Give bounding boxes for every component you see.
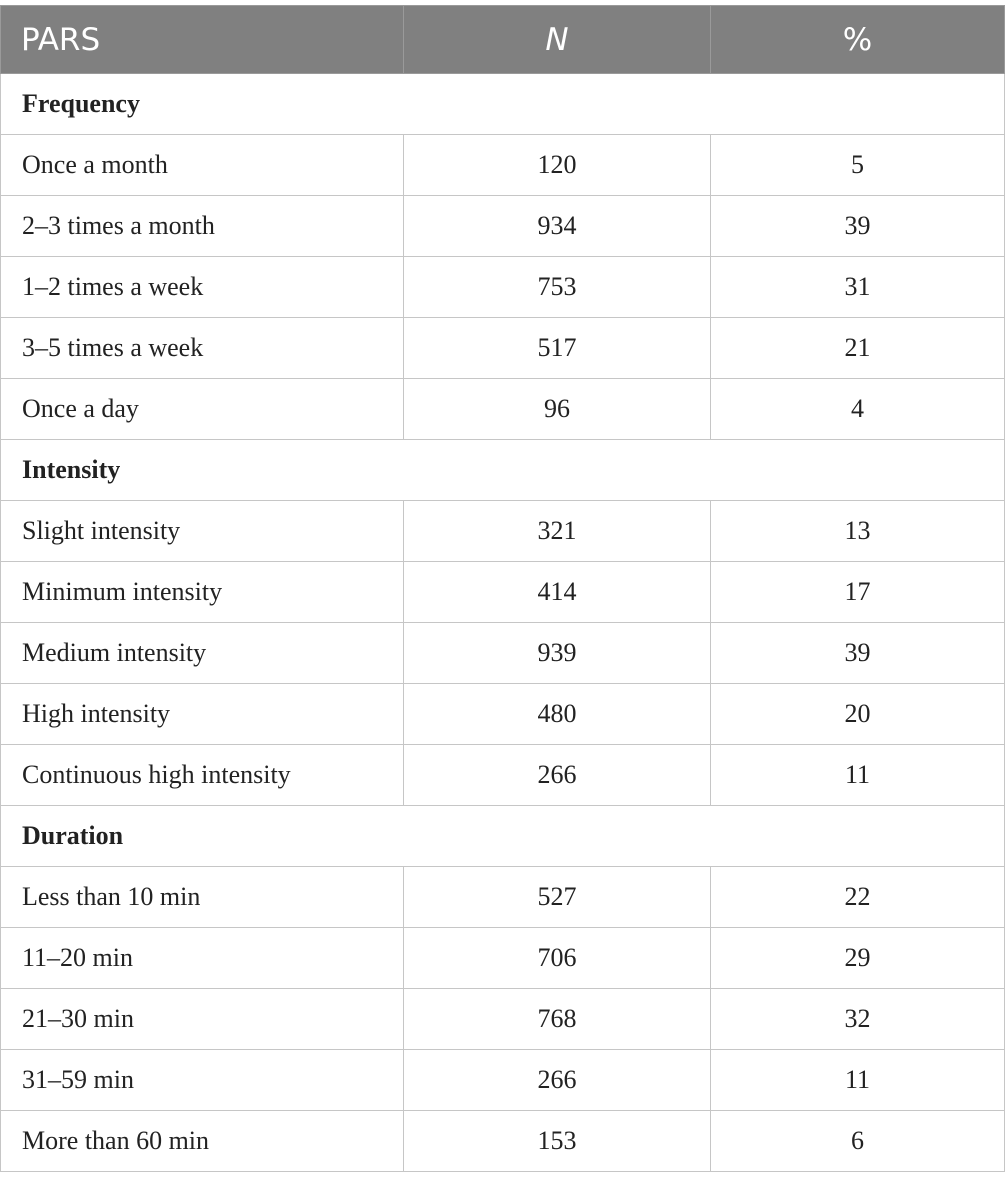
table-row bbox=[1, 745, 1005, 806]
row-percent: 11 bbox=[711, 745, 1005, 806]
row-percent: 6 bbox=[711, 1111, 1005, 1172]
row-n: 321 bbox=[404, 501, 711, 562]
row-percent: 29 bbox=[711, 928, 1005, 989]
row-percent: 39 bbox=[711, 623, 1005, 684]
row-label: 2–3 times a month bbox=[1, 196, 404, 257]
row-percent: 39 bbox=[711, 196, 1005, 257]
table-row bbox=[1, 928, 1005, 989]
row-label: High intensity bbox=[1, 684, 404, 745]
pars-table bbox=[0, 5, 1005, 1172]
table-row bbox=[1, 1050, 1005, 1111]
section-row-duration bbox=[1, 806, 1005, 867]
row-label: Medium intensity bbox=[1, 623, 404, 684]
row-label: Once a day bbox=[1, 379, 404, 440]
table-row bbox=[1, 623, 1005, 684]
header-n: N bbox=[404, 6, 711, 74]
row-percent: 31 bbox=[711, 257, 1005, 318]
row-percent: 5 bbox=[711, 135, 1005, 196]
row-label: Less than 10 min bbox=[1, 867, 404, 928]
section-row-frequency bbox=[1, 74, 1005, 135]
row-label: 1–2 times a week bbox=[1, 257, 404, 318]
row-n: 153 bbox=[404, 1111, 711, 1172]
row-percent: 20 bbox=[711, 684, 1005, 745]
row-n: 706 bbox=[404, 928, 711, 989]
row-percent: 21 bbox=[711, 318, 1005, 379]
table-row bbox=[1, 684, 1005, 745]
row-n: 266 bbox=[404, 745, 711, 806]
table-row bbox=[1, 501, 1005, 562]
row-n: 768 bbox=[404, 989, 711, 1050]
section-title: Intensity bbox=[1, 440, 1005, 501]
table-body bbox=[1, 74, 1005, 1172]
header-row bbox=[1, 6, 1005, 74]
section-title: Duration bbox=[1, 806, 1005, 867]
row-label: Continuous high intensity bbox=[1, 745, 404, 806]
table-row bbox=[1, 562, 1005, 623]
table-header bbox=[1, 6, 1005, 74]
row-label: Minimum intensity bbox=[1, 562, 404, 623]
row-percent: 11 bbox=[711, 1050, 1005, 1111]
row-label: Once a month bbox=[1, 135, 404, 196]
row-percent: 4 bbox=[711, 379, 1005, 440]
section-title: Frequency bbox=[1, 74, 1005, 135]
row-n: 939 bbox=[404, 623, 711, 684]
header-percent: % bbox=[711, 6, 1005, 74]
row-n: 753 bbox=[404, 257, 711, 318]
row-n: 480 bbox=[404, 684, 711, 745]
row-label: 31–59 min bbox=[1, 1050, 404, 1111]
row-n: 120 bbox=[404, 135, 711, 196]
row-percent: 17 bbox=[711, 562, 1005, 623]
row-percent: 22 bbox=[711, 867, 1005, 928]
table-row bbox=[1, 257, 1005, 318]
row-n: 266 bbox=[404, 1050, 711, 1111]
table-row bbox=[1, 318, 1005, 379]
row-label: 3–5 times a week bbox=[1, 318, 404, 379]
table-row bbox=[1, 989, 1005, 1050]
row-n: 527 bbox=[404, 867, 711, 928]
row-n: 517 bbox=[404, 318, 711, 379]
row-label: 21–30 min bbox=[1, 989, 404, 1050]
row-label: 11–20 min bbox=[1, 928, 404, 989]
table-row bbox=[1, 867, 1005, 928]
table-row bbox=[1, 135, 1005, 196]
table-row bbox=[1, 196, 1005, 257]
section-row-intensity bbox=[1, 440, 1005, 501]
row-percent: 32 bbox=[711, 989, 1005, 1050]
row-label: More than 60 min bbox=[1, 1111, 404, 1172]
table-row bbox=[1, 379, 1005, 440]
row-percent: 13 bbox=[711, 501, 1005, 562]
row-n: 934 bbox=[404, 196, 711, 257]
row-n: 414 bbox=[404, 562, 711, 623]
row-n: 96 bbox=[404, 379, 711, 440]
row-label: Slight intensity bbox=[1, 501, 404, 562]
table-row bbox=[1, 1111, 1005, 1172]
header-pars: PARS bbox=[1, 6, 404, 74]
